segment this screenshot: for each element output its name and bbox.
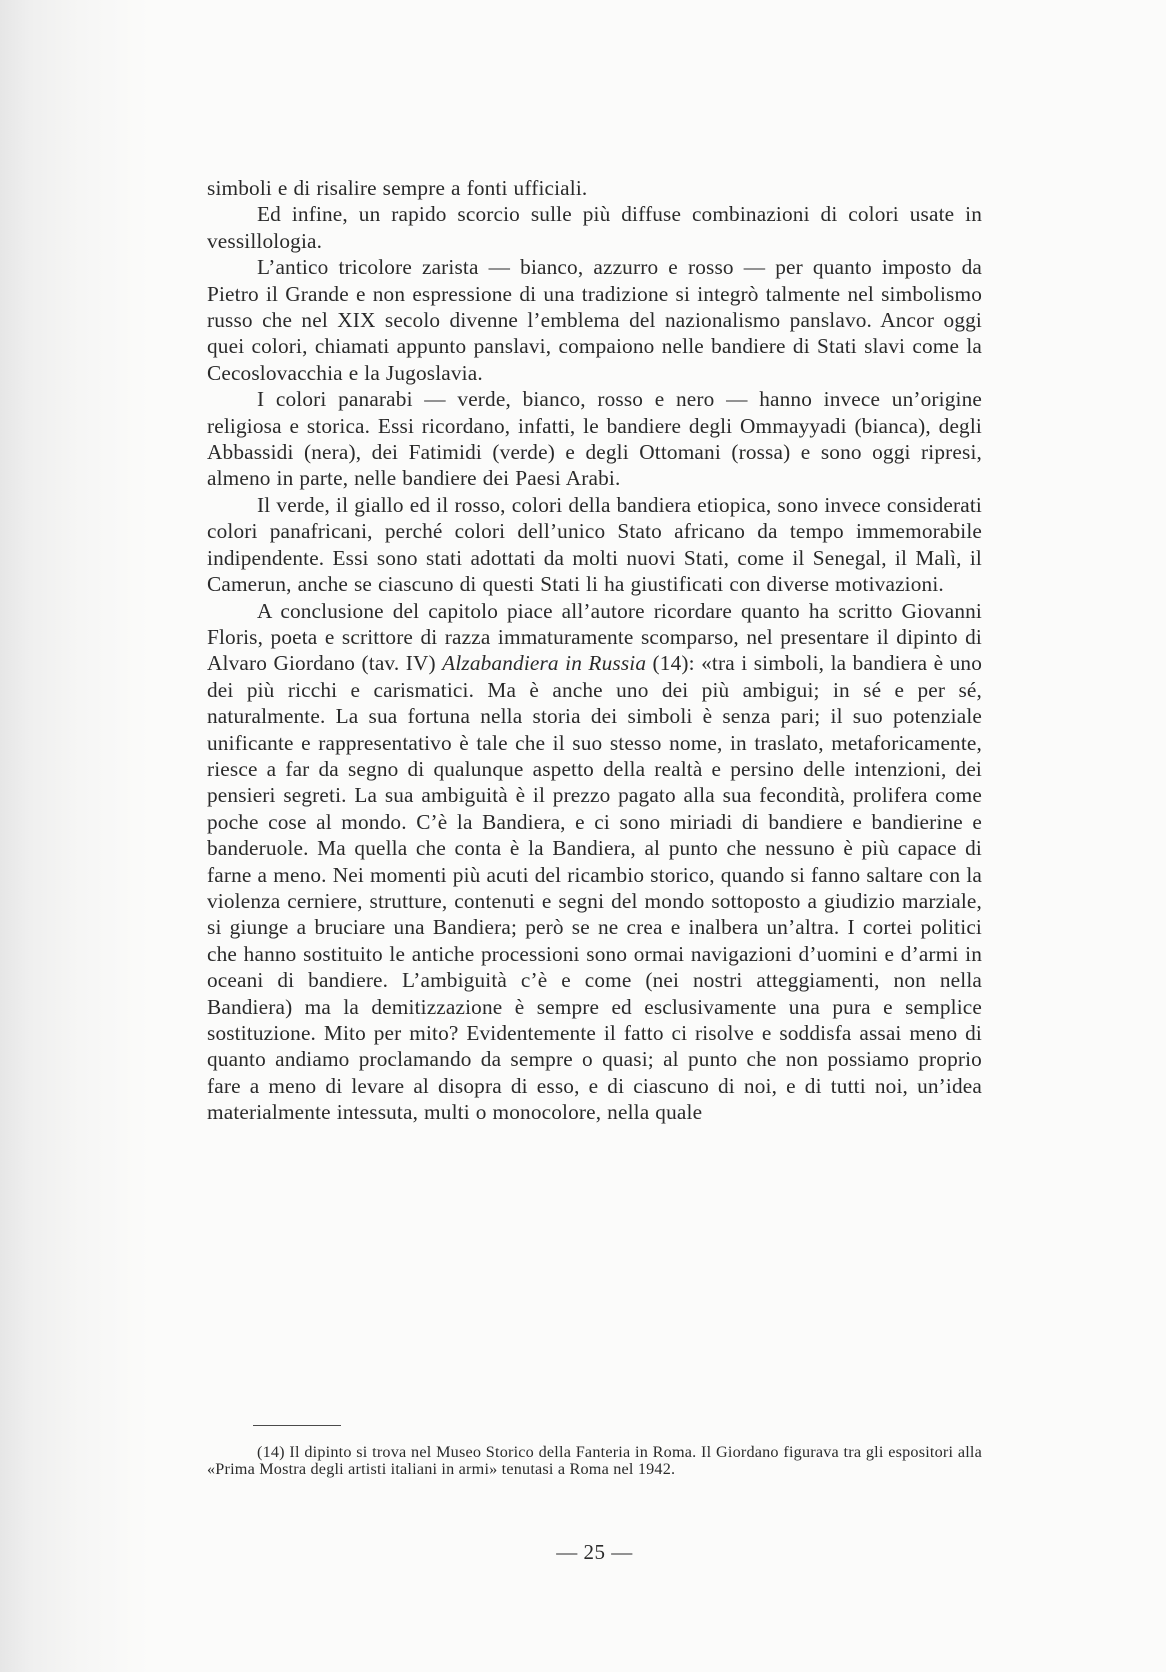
paragraph-4: I colori panarabi — verde, bianco, rosso e nero — hanno invece un’origine religiosa e storica. Essi ricordano, infatti, le bandiere degli Ommayyadi (bianca), degli Abbassidi (nera), dei Fatimidi (verde) e degli Ottomani (rossa) e sono oggi ripresi, almeno in parte, nelle bandiere dei Paesi Arabi. bbox=[207, 387, 982, 491]
footnote-divider bbox=[253, 1425, 341, 1426]
footnotes bbox=[207, 1425, 982, 1478]
paragraph-2: Ed infine, un rapido scorcio sulle più diffuse combinazioni di colori usate in vessillologia. bbox=[207, 202, 982, 253]
page-gutter-shadow bbox=[0, 0, 150, 1672]
paragraph-6 bbox=[207, 598, 982, 1126]
page-body bbox=[207, 175, 982, 1126]
paragraph-6-quote: (14): «tra i simboli, la bandiera è uno dei più ricchi e carismatici. Ma è anche uno dei più ambigui; in sé e per sé, naturalmente. La sua fortuna nella storia dei simboli è senza pari; il suo potenziale unificante e rappresentativo è tale che il suo stesso nome, in traslato, metaforicamente, riesce a far da segno di qualunque aspetto della realtà e persino delle intenzioni, dei pensieri segreti. La sua ambiguità è il prezzo pagato alla sua fecondità, prolifera come poche cose al mondo. C’è la Bandiera, e ci sono miriadi di bandiere e bandierine e banderuole. Ma quella che conta è la Bandiera, al punto che nessuno è più capace di farne a meno. Nei momenti più acuti del ricambio storico, quando si fanno saltare con la violenza cerniere, strutture, contenuti e segni del mondo sottoposto a giudizio marziale, si giunge a bruciare una Bandiera; però se ne crea e inalbera un’altra. I cortei politici che hanno sostituito le antiche processioni sono ormai navigazioni d’uomini e d’armi in oceani di bandiere. L’ambiguità c’è e come (nei nostri atteggiamenti, non nella Bandiera) ma la demitizzazione è sempre ed esclusivamente una pura e semplice sostituzione. Mito per mito? Evidentemente il fatto ci risolve e soddisfa assai meno di quanto andiamo proclamando da sempre o quasi; al punto che non possiamo proprio fare a meno di levare al disopra di esso, e di ciascuno di noi, e di tutti noi, un’idea materialmente intessuta, multi o monocolore, nella quale bbox=[207, 651, 983, 1125]
page-number: — 25 — bbox=[556, 1540, 633, 1564]
paragraph-3: L’antico tricolore zarista — bianco, azzurro e rosso — per quanto imposto da Pietro il Grande e non espressione di una tradizione si integrò talmente nel simbolismo russo che nel XIX secolo divenne l’emblema del nazionalismo panslavo. Ancor oggi quei colori, chiamati appunto panslavi, compaiono nelle bandiere di Stati slavi come la Cecoslovacchia e la Jugoslavia. bbox=[207, 255, 982, 385]
footnote-14: (14) Il dipinto si trova nel Museo Storico della Fanteria in Roma. Il Giordano figurava tra gli espositori alla «Prima Mostra degli artisti italiani in armi» tenutasi a Roma nel 1942. bbox=[207, 1443, 982, 1478]
body-text bbox=[207, 175, 982, 1126]
paragraph-5: Il verde, il giallo ed il rosso, colori della bandiera etiopica, sono invece considerati colori panafricani, perché colori dell’unico Stato africano da tempo immemorabile indipendente. Essi sono stati adottati da molti nuovi Stati, come il Senegal, il Malì, il Camerun, anche se ciascuno di questi Stati li ha giustificati con diverse motivazioni. bbox=[207, 492, 982, 597]
painting-title: Alzabandiera in Russia bbox=[442, 651, 647, 676]
paragraph-6-lead: A conclusione del capitolo piace all’autore ricordare quanto ha scritto Giovanni Floris, poeta e scrittore di razza immaturamente scomparso, nel presentare il dipinto di Alvaro Giordano (tav. IV) bbox=[207, 598, 982, 676]
paragraph-1: simboli e di risalire sempre a fonti ufficiali. bbox=[207, 176, 588, 200]
